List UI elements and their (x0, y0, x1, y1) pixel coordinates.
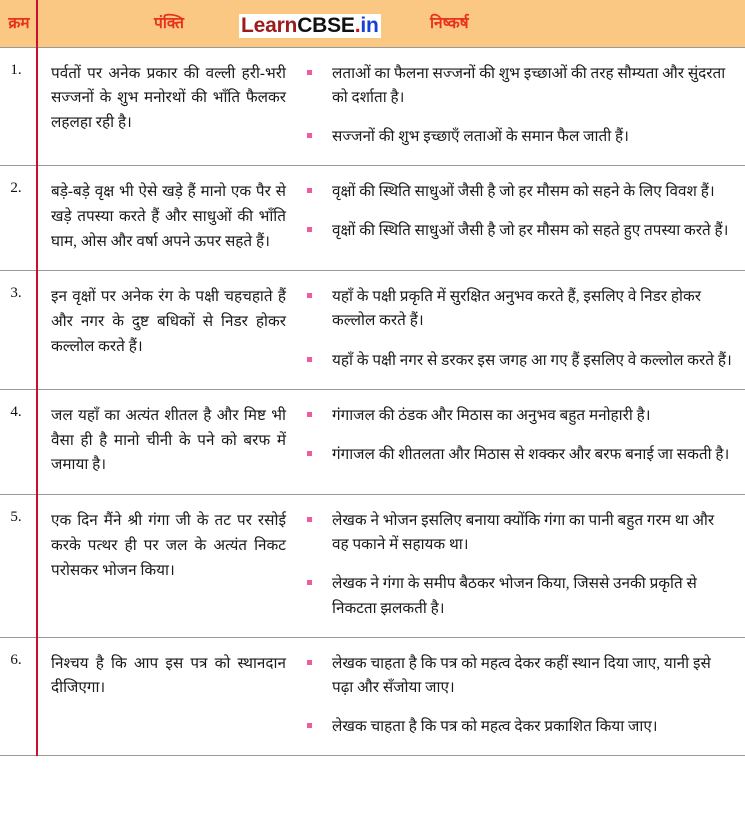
table-row (0, 47, 745, 165)
conclusion-text: वृक्षों की स्थिति साधुओं जैसी है जो हर मौसम को सहने के लिए विवश हैं। (332, 182, 715, 200)
list-item (304, 404, 733, 428)
row-line-text (38, 389, 300, 494)
bullet-square-icon (307, 660, 312, 665)
conclusion-text: सज्जनों की शुभ इच्छाएँ लताओं के समान फैल जाती हैं। (332, 127, 629, 145)
table-body (0, 47, 745, 756)
list-item (304, 443, 733, 467)
bullet-square-icon (307, 517, 312, 522)
column-header-nishkarsh: निष्कर्ष (300, 0, 745, 47)
row-conclusions (300, 165, 745, 270)
watermark-part-cbse: CBSE (297, 14, 355, 37)
line-paragraph: निश्चय है कि आप इस पत्र को स्थानदान दीजिएगा। (51, 654, 286, 697)
bullet-square-icon (307, 357, 312, 362)
row-line-text (38, 165, 300, 270)
list-item (304, 572, 733, 620)
row-number: 3. (0, 271, 38, 389)
table-row (0, 389, 745, 494)
list-item (304, 652, 733, 700)
bullet-square-icon (307, 133, 312, 138)
conclusion-text: लेखक ने भोजन इसलिए बनाया क्योंकि गंगा का पानी बहुत गरम था और वह पकाने में सहायक था। (332, 512, 715, 554)
list-item (304, 285, 733, 333)
table-row (0, 637, 745, 755)
row-number: 2. (0, 165, 38, 270)
row-number: 5. (0, 495, 38, 638)
column-header-pankti: पंक्ति (38, 0, 300, 47)
conclusion-text: लेखक चाहता है कि पत्र को महत्व देकर प्रकाशित किया जाए। (332, 717, 658, 735)
conclusion-text: गंगाजल की ठंडक और मिठास का अनुभव बहुत मनोहारी है। (332, 406, 651, 424)
row-line-text (38, 47, 300, 165)
line-paragraph: बड़े-बड़े वृक्ष भी ऐसे खड़े हैं मानो एक पैर से खड़े तपस्या करते हैं और साधुओं की भाँति घाम, ओस और वर्षा अपने ऊपर सहते हैं। (51, 182, 286, 250)
row-conclusions (300, 389, 745, 494)
column-header-kram: क्रम (0, 0, 38, 47)
list-item (304, 219, 733, 243)
list-item (304, 125, 733, 149)
bullet-square-icon (307, 580, 312, 585)
conclusion-text: यहाँ के पक्षी नगर से डरकर इस जगह आ गए हैं इसलिए वे कल्लोल करते हैं। (332, 351, 732, 369)
row-number: 1. (0, 47, 38, 165)
conclusion-list (304, 509, 733, 621)
watermark-part-dot: . (354, 14, 361, 37)
table-row (0, 165, 745, 270)
conclusion-text: वृक्षों की स्थिति साधुओं जैसी है जो हर मौसम को सहते हुए तपस्या करते हैं। (332, 222, 729, 240)
conclusion-list (304, 404, 733, 467)
row-conclusions (300, 47, 745, 165)
bullet-square-icon (307, 70, 312, 75)
learncbse-watermark (239, 14, 381, 38)
row-line-text (38, 637, 300, 755)
list-item (304, 349, 733, 373)
conclusion-text: लेखक ने गंगा के समीप बैठकर भोजन किया, जिससे उनकी प्रकृति से निकटता झलकती है। (332, 575, 697, 617)
table-row (0, 271, 745, 389)
bullet-square-icon (307, 293, 312, 298)
watermark-part-in: in (360, 14, 379, 37)
list-item (304, 62, 733, 110)
conclusion-text: लताओं का फैलना सज्जनों की शुभ इच्छाओं की तरह सौम्यता और सुंदरता को दर्शाता है। (332, 64, 726, 106)
row-number: 4. (0, 389, 38, 494)
bullet-square-icon (307, 412, 312, 417)
row-line-text (38, 495, 300, 638)
row-number: 6. (0, 637, 38, 755)
conclusion-text: यहाँ के पक्षी प्रकृति में सुरक्षित अनुभव करते हैं, इसलिए वे निडर होकर कल्लोल करते हैं। (332, 288, 701, 330)
list-item (304, 715, 733, 739)
list-item (304, 180, 733, 204)
row-conclusions (300, 271, 745, 389)
conclusion-list (304, 285, 733, 372)
bullet-square-icon (307, 451, 312, 456)
row-line-text (38, 271, 300, 389)
line-paragraph: जल यहाँ का अत्यंत शीतल है और मिष्ट भी वैसा ही है मानो चीनी के पने को बरफ में जमाया है। (51, 406, 286, 474)
row-conclusions (300, 495, 745, 638)
conclusion-text: लेखक चाहता है कि पत्र को महत्व देकर कहीं स्थान दिया जाए, यानी इसे पढ़ा और सँजोया जाए। (332, 654, 711, 696)
conclusion-list (304, 62, 733, 149)
bullet-square-icon (307, 723, 312, 728)
line-paragraph: एक दिन मैंने श्री गंगा जी के तट पर रसोई करके पत्थर ही पर जल के अत्यंत निकट परोसकर भोजन किया। (51, 512, 286, 579)
watermark-part-learn: Learn (241, 14, 298, 37)
list-item (304, 509, 733, 557)
row-conclusions (300, 637, 745, 755)
bullet-square-icon (307, 188, 312, 193)
conclusion-list (304, 180, 733, 243)
conclusion-text: गंगाजल की शीतलता और मिठास से शक्कर और बरफ बनाई जा सकती है। (332, 445, 730, 463)
line-paragraph: इन वृक्षों पर अनेक रंग के पक्षी चहचहाते हैं और नगर के दुष्ट बधिकों से निडर होकर कल्लोल करते हैं। (51, 288, 286, 355)
conclusion-list (304, 652, 733, 739)
table-row (0, 495, 745, 638)
line-paragraph: पर्वतों पर अनेक प्रकार की वल्ली हरी-भरी सज्जनों के शुभ मनोरथों की भाँति फैलकर लहलहा रही है। (51, 64, 286, 132)
bullet-square-icon (307, 227, 312, 232)
